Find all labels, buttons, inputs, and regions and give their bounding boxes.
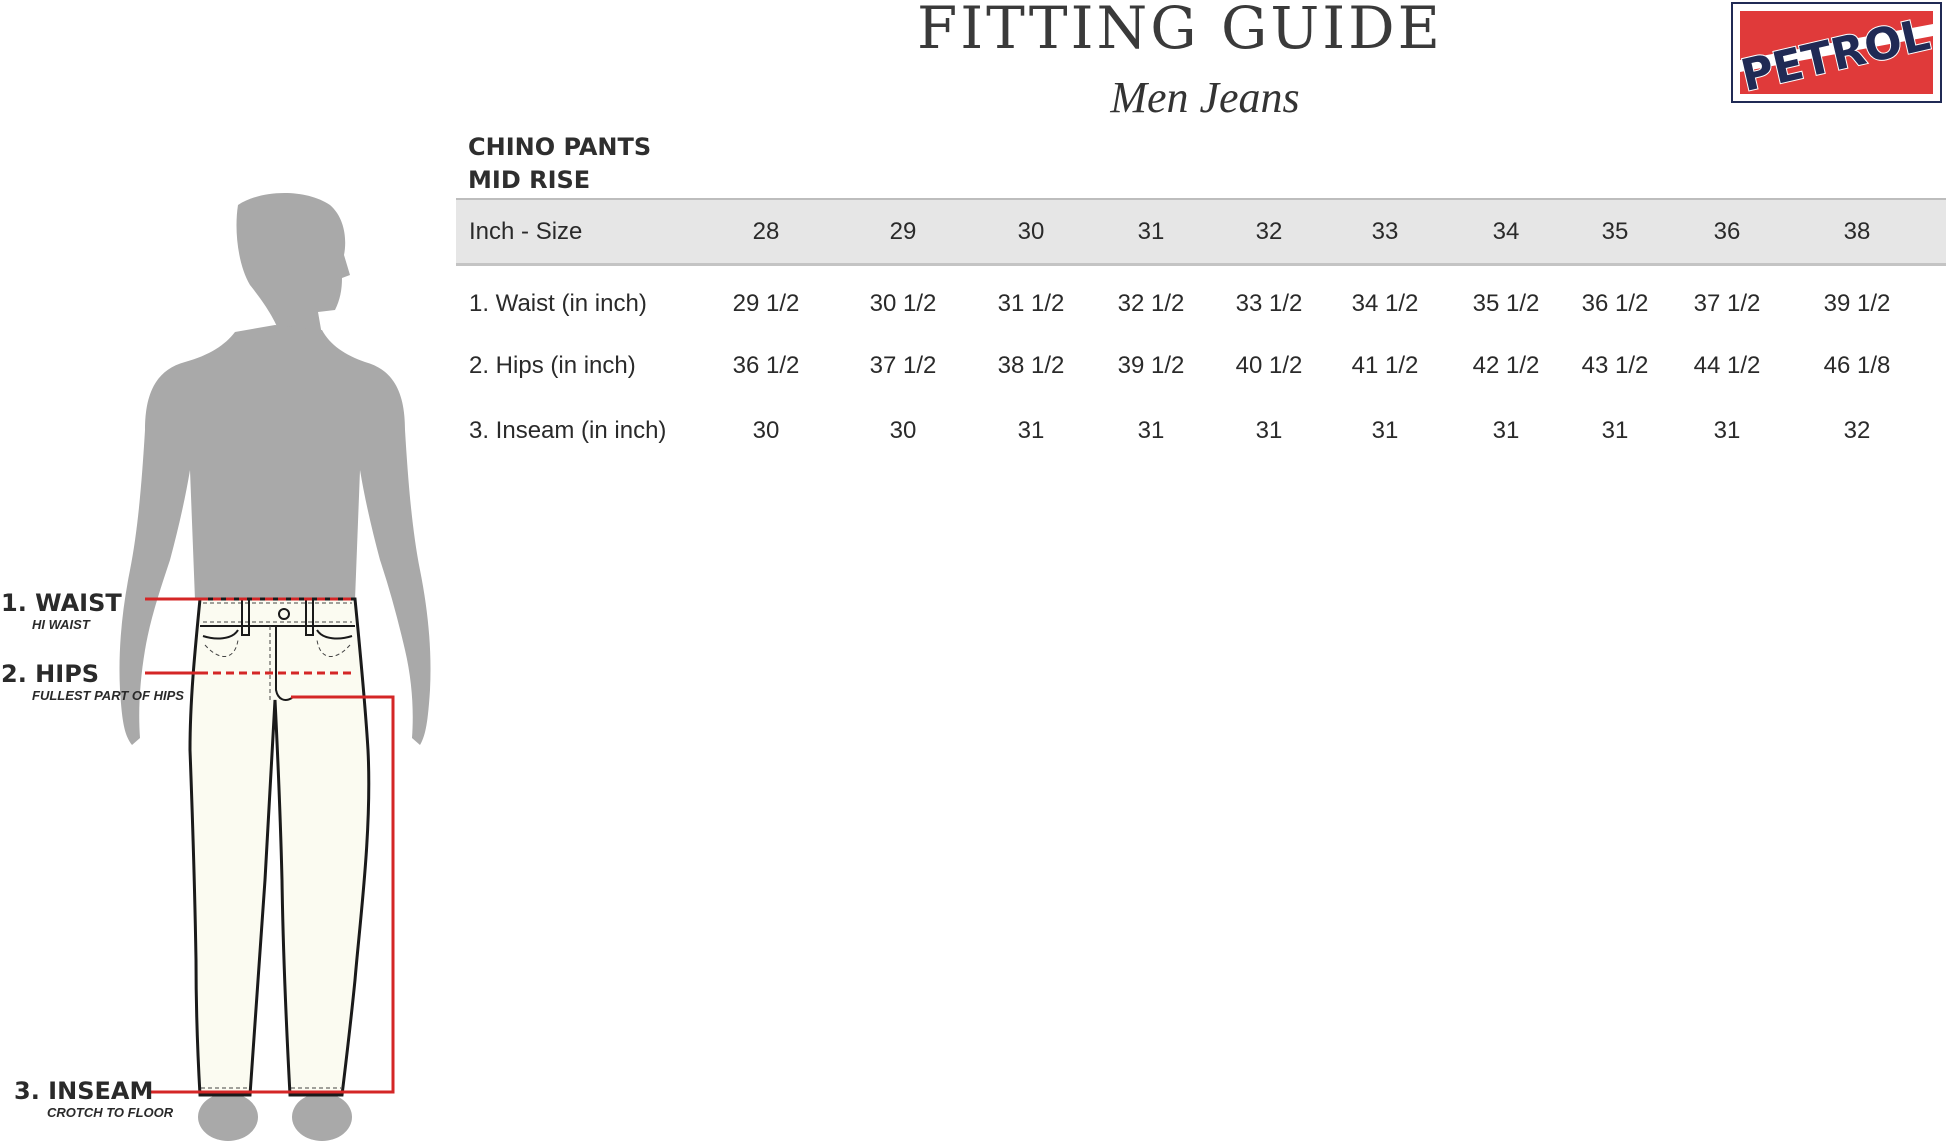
table-cell: 33 1/2 [1235,290,1303,317]
petrol-logo [1731,2,1942,103]
size-30: 30 [1017,218,1045,245]
waist-sublabel: HI WAIST [32,617,90,632]
inseam-sublabel: CROTCH TO FLOOR [47,1105,174,1120]
size-32: 32 [1255,218,1283,245]
table-cell: 37 1/2 [869,352,937,379]
table-cell: 31 [1601,417,1629,444]
page-subtitle: Men Jeans [1110,73,1300,122]
table-cell: 31 [1492,417,1520,444]
table-cell: 30 1/2 [869,290,937,317]
table-cell: 37 1/2 [1693,290,1761,317]
table-cell: 38 1/2 [997,352,1065,379]
table-cell: 39 1/2 [1823,290,1891,317]
table-cell: 31 [1137,417,1165,444]
hips-sublabel: FULLEST PART OF HIPS [32,688,184,703]
table-cell: 30 [889,417,917,444]
table-cell: 35 1/2 [1472,290,1540,317]
logo-wordmark: PETROL [1736,9,1935,102]
size-34: 34 [1492,218,1520,245]
table-cell: 43 1/2 [1581,352,1649,379]
table-cell: 40 1/2 [1235,352,1303,379]
table-cell: 32 [1843,417,1871,444]
size-33: 33 [1371,218,1399,245]
table-cell: 34 1/2 [1351,290,1419,317]
size-31: 31 [1137,218,1165,245]
table-cell: 31 1/2 [997,290,1065,317]
table-cell: 36 1/2 [1581,290,1649,317]
table-cell: 41 1/2 [1351,352,1419,379]
table-cell: 32 1/2 [1117,290,1185,317]
table-cell: 39 1/2 [1117,352,1185,379]
table-cell: 29 1/2 [732,290,800,317]
product-name-line1: CHINO PANTS [468,133,652,161]
product-name-line2: MID RISE [468,166,591,194]
table-cell: 30 [752,417,780,444]
table-cell: 31 [1713,417,1741,444]
hips-label: 2. HIPS [1,660,100,688]
row-label-inseam: 3. Inseam (in inch) [469,417,667,444]
table-cell: 31 [1017,417,1045,444]
table-cell: 46 1/8 [1823,352,1891,379]
size-29: 29 [889,218,917,245]
size-36: 36 [1713,218,1741,245]
table-cell: 31 [1371,417,1399,444]
table-cell: 36 1/2 [732,352,800,379]
size-35: 35 [1601,218,1629,245]
row-label-waist: 1. Waist (in inch) [469,290,647,317]
row-label-hips: 2. Hips (in inch) [469,352,636,379]
inseam-label: 3. INSEAM [14,1077,154,1105]
table-cell: 31 [1255,417,1283,444]
product-name [468,131,651,197]
table-cell: 44 1/2 [1693,352,1761,379]
size-38: 38 [1843,218,1871,245]
size-28: 28 [752,218,780,245]
waist-label: 1. WAIST [1,589,122,617]
table-cell: 42 1/2 [1472,352,1540,379]
size-header-label: Inch - Size [469,218,583,245]
page-title: FITTING GUIDE [917,0,1443,62]
